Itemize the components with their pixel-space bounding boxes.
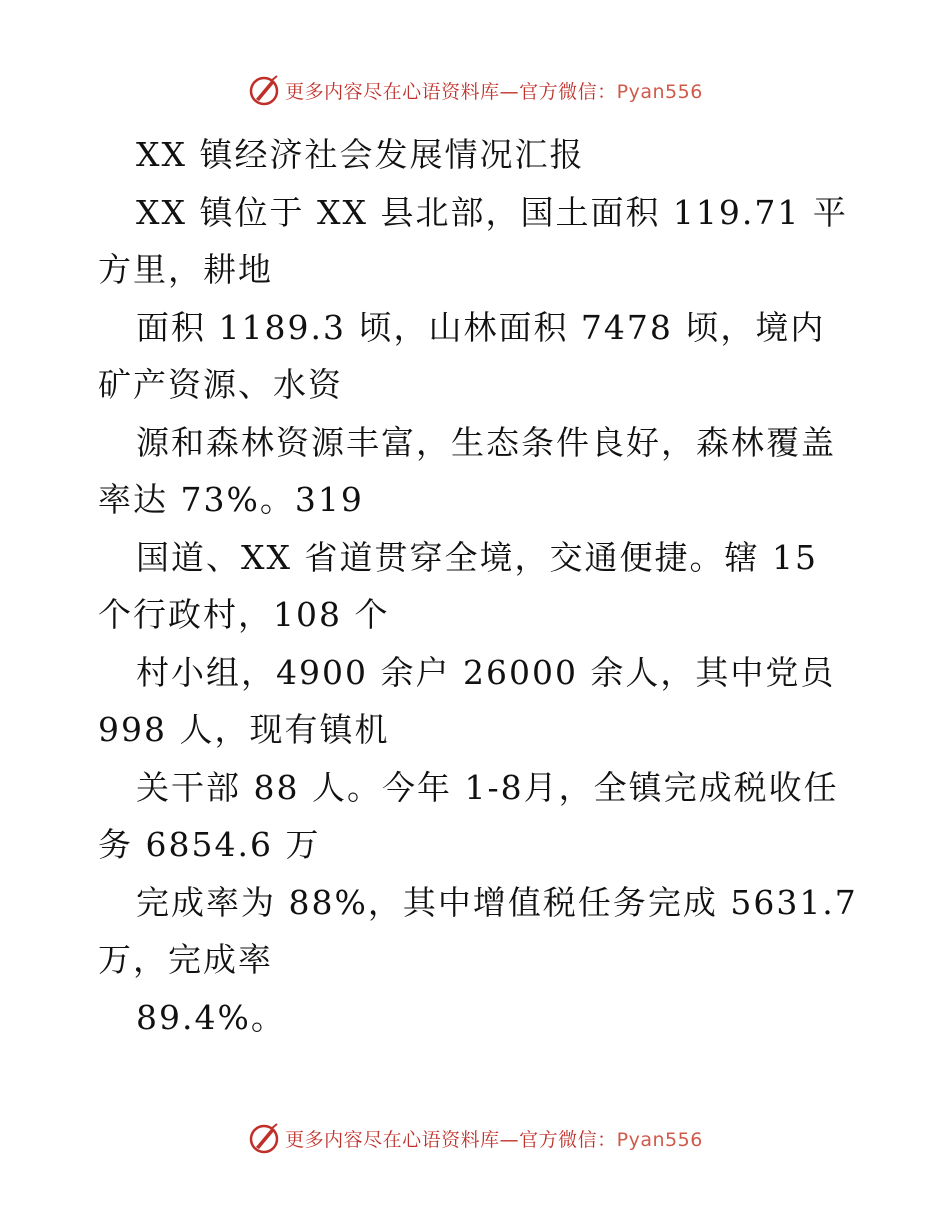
paragraph: 村小组，4900 余户 26000 余人，其中党员 998 人，现有镇机 — [98, 652, 848, 749]
watermark-text — [285, 77, 703, 104]
paragraph: 完成率为 88%，其中增值税任务完成 5631.7 万，完成率 — [98, 882, 871, 979]
paragraph: 源和森林资源丰富，生态条件良好，森林覆盖率达 73%。319 — [98, 422, 836, 519]
watermark-text — [285, 1125, 703, 1152]
watermark-header — [0, 70, 950, 110]
watermark-wechat-id: Pyan556 — [616, 80, 703, 103]
quill-pen-logo-icon — [247, 73, 281, 107]
document-title: XX 镇经济社会发展情况汇报 — [136, 135, 585, 174]
watermark-text-cn: 更多内容尽在心语资料库—官方微信： — [285, 1128, 617, 1151]
watermark-wechat-id: Pyan556 — [616, 1128, 703, 1151]
paragraph: 国道、XX 省道贯穿全境，交通便捷。辖 15 个行政村，108 个 — [98, 537, 831, 634]
watermark-text-cn: 更多内容尽在心语资料库—官方微信： — [285, 80, 617, 103]
quill-pen-logo-icon — [247, 1121, 281, 1155]
paragraph: 89.4%。 — [136, 997, 286, 1037]
document-body — [98, 126, 871, 1046]
paragraph: XX 镇位于 XX 县北部，国土面积 119.71 平方里，耕地 — [98, 192, 848, 289]
paragraph: 面积 1189.3 顷，山林面积 7478 顷，境内矿产资源、水资 — [98, 307, 826, 404]
paragraph: 关干部 88 人。今年 1-8月，全镇完成税收任务 6854.6 万 — [98, 767, 839, 864]
watermark-footer — [0, 1118, 950, 1158]
